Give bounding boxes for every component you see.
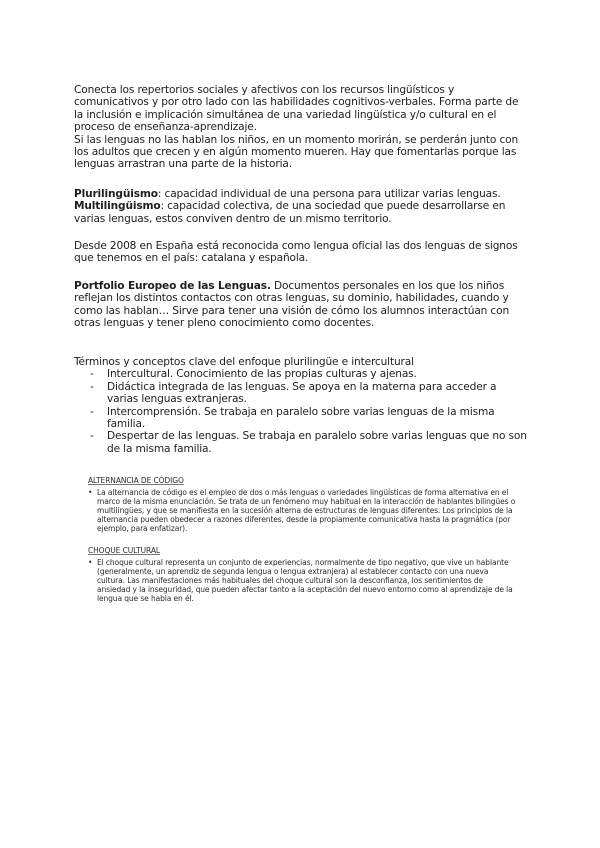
dash-marker: - — [90, 380, 94, 393]
list-item — [74, 368, 530, 380]
multilinguismo-text: : capacidad colectiva, de una sociedad que puede desarrollarse en varias lenguas, estos conviven dentro de un mismo territorio. — [74, 200, 506, 225]
alternancia-list — [88, 488, 518, 533]
bullet-marker: • — [88, 558, 93, 568]
portfolio-section — [74, 280, 530, 330]
list-item — [74, 381, 530, 406]
choque-list — [88, 558, 518, 603]
dash-marker: - — [90, 430, 94, 443]
terms-section — [74, 356, 530, 455]
terms-heading: Términos y conceptos clave del enfoque plurilingüe e intercultural — [74, 356, 414, 368]
term-text: Intercultural. Conocimiento de las propias culturas y ajenas. — [107, 368, 417, 381]
signos-section — [74, 240, 530, 265]
portfolio-text: Documentos personales en los que los niños reflejan los distintos contactos con otras lenguas, su dominio, habilidades, cuando y como las hablan… Sirve para tener una visión de cómo los alumnos interactúan con otras lenguas y tener pleno conocimiento como docentes. — [74, 280, 510, 330]
term-text: Despertar de las lenguas. Se trabaja en paralelo sobre varias lenguas que no son de la misma familia. — [107, 430, 527, 455]
plurilinguismo-definition — [74, 188, 530, 200]
term-text: Intercomprensión. Se trabaja en paralelo sobre varias lenguas de la misma familia. — [107, 405, 495, 431]
paragraph-lenguas-signos: Desde 2008 en España está reconocida como lengua oficial las dos lenguas de signos que tenemos en el país: catalana y española. — [74, 240, 518, 265]
choque-section — [88, 546, 518, 604]
bullet-marker: • — [88, 488, 93, 498]
list-item — [74, 406, 530, 431]
term-text: Didáctica integrada de las lenguas. Se apoya en la materna para acceder a varias lenguas extranjeras. — [107, 380, 497, 406]
multilinguismo-definition — [74, 200, 530, 225]
plurilinguismo-text: : capacidad individual de una persona para utilizar varias lenguas. — [157, 188, 501, 200]
list-item — [88, 558, 518, 603]
portfolio-term: Portfolio Europeo de las Lenguas. — [74, 280, 271, 292]
intro-section — [74, 84, 530, 171]
choque-heading: CHOQUE CULTURAL — [88, 546, 160, 555]
list-item — [88, 488, 518, 533]
choque-text: El choque cultural representa un conjunto de experiencias, normalmente de tipo negativo, que vive un hablante (generalmente, un aprendiz de segunda lengua o lengua extranjera) al establecer contacto con una nueva cultura. Las manifestaciones más habituales del choque cultural son la desconfianza, los sentimientos de ansiedad y la inseguridad, que pueden afectar tanto a la aceptación del nuevo entorno como al aprendizaje de la lengua que se habla en él. — [97, 558, 513, 604]
list-item — [74, 430, 530, 455]
alternancia-heading: ALTERNANCIA DE CÓDIGO — [88, 476, 184, 485]
paragraph-repertorios: Conecta los repertorios sociales y afectivos con los recursos lingüísticos y comunicativos y por otro lado con las habilidades cognitivos-verbales. Forma parte de la inclusión e implicación simultánea de una variedad lingüística y/o cultural en el proceso de enseñanza-aprendizaje. — [74, 84, 519, 134]
alternancia-text: La alternancia de código es el empleo de dos o más lenguas o variedades lingüísticas de forma alternativa en el marco de la misma enunciación. Se trata de un fenómeno muy habitual en la interacción de hablantes bilingües o multilingües, y que se manifiesta en la sucesión alterna de estructuras de lenguas diferentes. Los principios de la alternancia pueden obedecer a razones diferentes, desde la propiamente comunicativa hasta la pragmática (por ejemplo, para enfatizar). — [97, 488, 516, 534]
dash-marker: - — [90, 368, 94, 381]
dash-marker: - — [90, 405, 94, 418]
paragraph-lenguas-ninos: Si las lenguas no las hablan los niños, en un momento morirán, se perderán junto con los adultos que crecen y en algún momento mueren. Hay que fomentarlas porque las lenguas arrastran una parte de la historia. — [74, 133, 519, 171]
definitions-section — [74, 188, 530, 225]
multilinguismo-term: Multilingüismo — [74, 200, 161, 213]
plurilinguismo-term: Plurilingüismo — [74, 188, 158, 200]
alternancia-section — [88, 476, 518, 534]
portfolio-definition — [74, 280, 530, 330]
terms-list — [74, 368, 530, 455]
